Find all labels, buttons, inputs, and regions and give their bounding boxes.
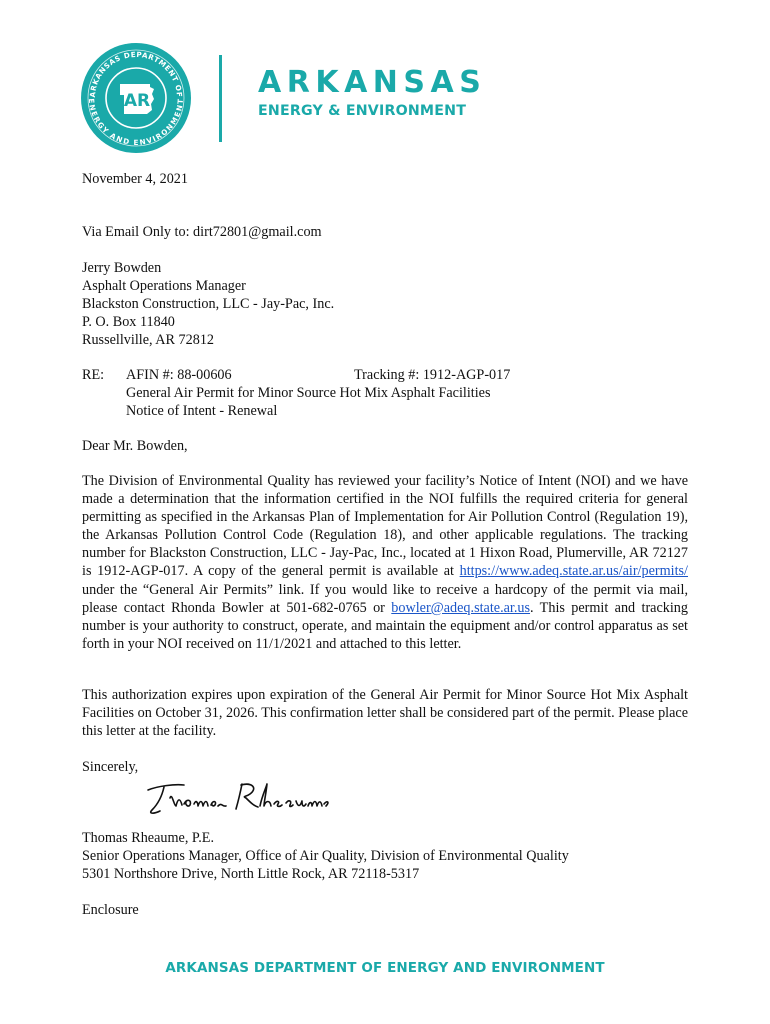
svg-text:AR: AR xyxy=(123,91,151,111)
re-permit-title: General Air Permit for Minor Source Hot Mix Asphalt Facilities xyxy=(126,385,491,401)
re-afin: AFIN #: 88-00606 xyxy=(126,367,232,383)
email-link[interactable]: bowler@adeq.state.ar.us xyxy=(391,599,531,616)
salutation: Dear Mr. Bowden, xyxy=(82,438,188,454)
closing: Sincerely, xyxy=(82,759,139,775)
department-seal-logo xyxy=(80,42,192,154)
re-tracking: Tracking #: 1912-AGP-017 xyxy=(354,367,511,383)
footer-department-name: ARKANSAS DEPARTMENT OF ENERGY AND ENVIRONMENT xyxy=(165,960,605,976)
recipient-po-box: P. O. Box 11840 xyxy=(82,314,175,330)
signer-title: Senior Operations Manager, Office of Air Quality, Division of Environmental Quality xyxy=(82,848,569,864)
para1-text-a: The Division of Environmental Quality has reviewed your facility’s Notice of Intent (NOI) and we have made a determination that the information certified in the NOI fulfills the required criteria for general permitting as specified in the Arkansas Plan of Implementation for Air Pollution Control (Regulation 19), the Arkansas Pollution Control Code (Regulation 18), and other applicable regulations. The tracking number for Blackston Construction, LLC - Jay-Pac, Inc., located at 1 Hixon Road, Plumerville, AR 72127 is 1912-AGP-017. A copy of the general permit is available at xyxy=(82,473,688,580)
brand-subtitle: ENERGY & ENVIRONMENT xyxy=(258,103,467,119)
recipient-city: Russellville, AR 72812 xyxy=(82,332,215,348)
svg-text:ARKANSAS DEPARTMENT OF: ARKANSAS DEPARTMENT OF xyxy=(87,49,185,98)
brand-name: ARKANSAS xyxy=(258,65,487,100)
body-paragraph-1 xyxy=(82,472,688,653)
letter-date: November 4, 2021 xyxy=(82,171,188,187)
enclosure-note: Enclosure xyxy=(82,902,139,918)
header-divider xyxy=(219,55,222,142)
svg-text:ENERGY AND ENVIRONMENT: ENERGY AND ENVIRONMENT xyxy=(86,98,186,148)
para1-text-b: under the “General Air Permits” link. If you would like to receive a hardcopy of the permit via mail, please contact Rhonda Bowler at 501-682-0765 or xyxy=(82,581,688,616)
recipient-name: Jerry Bowden xyxy=(82,260,162,276)
re-notice: Notice of Intent - Renewal xyxy=(126,403,278,419)
permits-link[interactable]: https://www.adeq.state.ar.us/air/permits/ xyxy=(459,563,688,580)
recipient-company: Blackston Construction, LLC - Jay-Pac, Inc. xyxy=(82,296,335,312)
re-label: RE: xyxy=(82,367,105,383)
signer-name: Thomas Rheaume, P.E. xyxy=(82,830,215,846)
recipient-title: Asphalt Operations Manager xyxy=(82,278,246,294)
handwritten-signature xyxy=(140,776,330,820)
para1-text-c: . This permit and tracking number is your authority to construct, operate, and maintain the equipment and/or control apparatus as set forth in your NOI received on 11/1/2021 and attached to this letter. xyxy=(82,599,688,652)
via-email-line: Via Email Only to: dirt72801@gmail.com xyxy=(82,224,322,240)
signer-address: 5301 Northshore Drive, North Little Rock, AR 72118-5317 xyxy=(82,866,420,882)
body-paragraph-2: This authorization expires upon expiration of the General Air Permit for Minor Source Hot Mix Asphalt Facilities on October 31, 2026. This confirmation letter shall be considered part of the permit. Please place this letter at the facility. xyxy=(82,687,688,740)
